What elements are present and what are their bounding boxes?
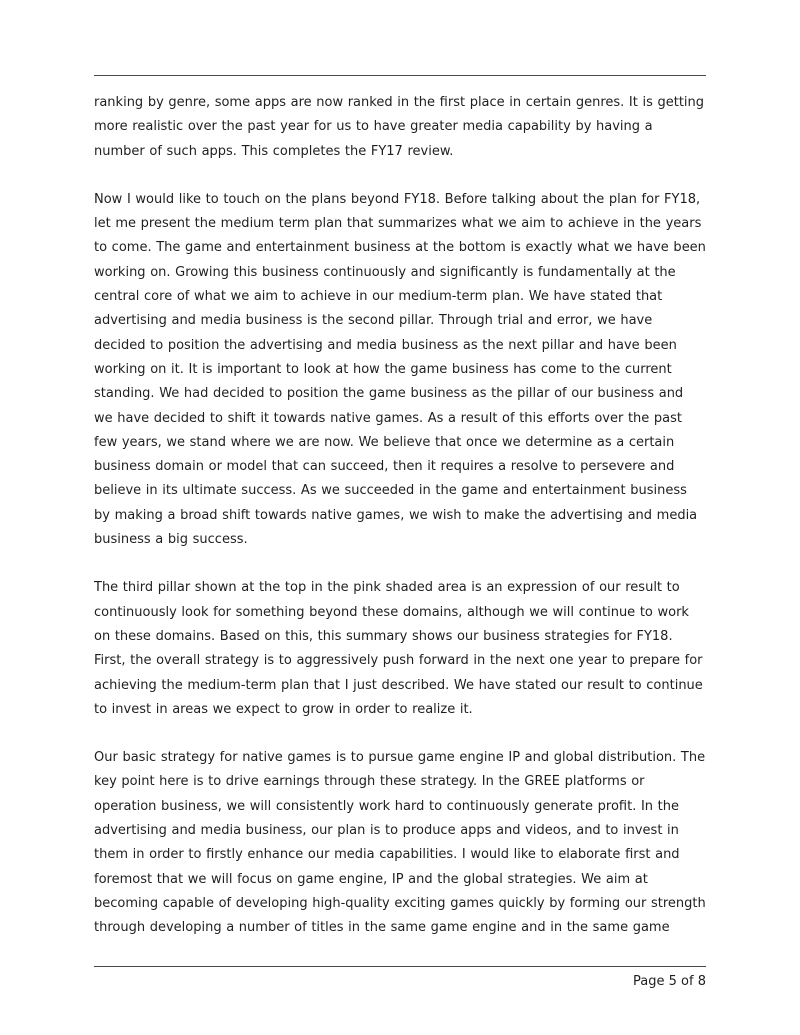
header-divider bbox=[94, 75, 706, 76]
paragraph-4: Our basic strategy for native games is to pursue game engine IP and global distribution. The key point here is to drive earnings through these strategy. In the GREE platforms or operation business, we will consistently work hard to continuously generate profit. In the advertising and media business, our plan is to produce apps and videos, and to invest in them in order to firstly enhance our media capabilities. I would like to elaborate first and foremost that we will focus on game engine, IP and the global strategies. We aim at becoming capable of developing high-quality exciting games quickly by forming our strength through developing a number of titles in the same game engine and in the same game bbox=[94, 750, 706, 936]
paragraph-1: ranking by genre, some apps are now ranked in the first place in certain genres. It is getting more realistic over the past year for us to have greater media capability by having a number of such apps. This completes the FY17 review. bbox=[94, 95, 705, 159]
footer-divider bbox=[94, 966, 706, 967]
paragraph-2: Now I would like to touch on the plans beyond FY18. Before talking about the plan for FY18, let me present the medium term plan that summarizes what we aim to achieve in the years to come. The game and entertainment business at the bottom is exactly what we have been working on. Growing this business continuously and significantly is fundamentally at the central core of what we aim to achieve in our medium-term plan. We have stated that advertising and media business is the second pillar. Through trial and error, we have decided to position the advertising and media business as the next pillar and have been working on it. It is important to look at how the game business has come to the current standing. We had decided to position the game business as the pillar of our business and we have decided to shift it towards native games. As a result of this efforts over the past few years, we stand where we are now. We believe that once we determine as a certain business domain or model that can succeed, then it requires a resolve to persevere and believe in its ultimate success. As we succeeded in the game and entertainment business by making a broad shift towards native games, we wish to make the advertising and media business a big success. bbox=[94, 191, 706, 548]
page-number: Page 5 of 8 bbox=[633, 974, 706, 989]
page-body bbox=[94, 91, 706, 965]
paragraph-3: The third pillar shown at the top in the pink shaded area is an expression of our result to continuously look for something beyond these domains, although we will continue to work on these domains. Based on this, this summary shows our business strategies for FY18. First, the overall strategy is to aggressively push forward in the next one year to prepare for achieving the medium-term plan that I just described. We have stated our result to continue to invest in areas we expect to grow in order to realize it. bbox=[94, 580, 703, 717]
